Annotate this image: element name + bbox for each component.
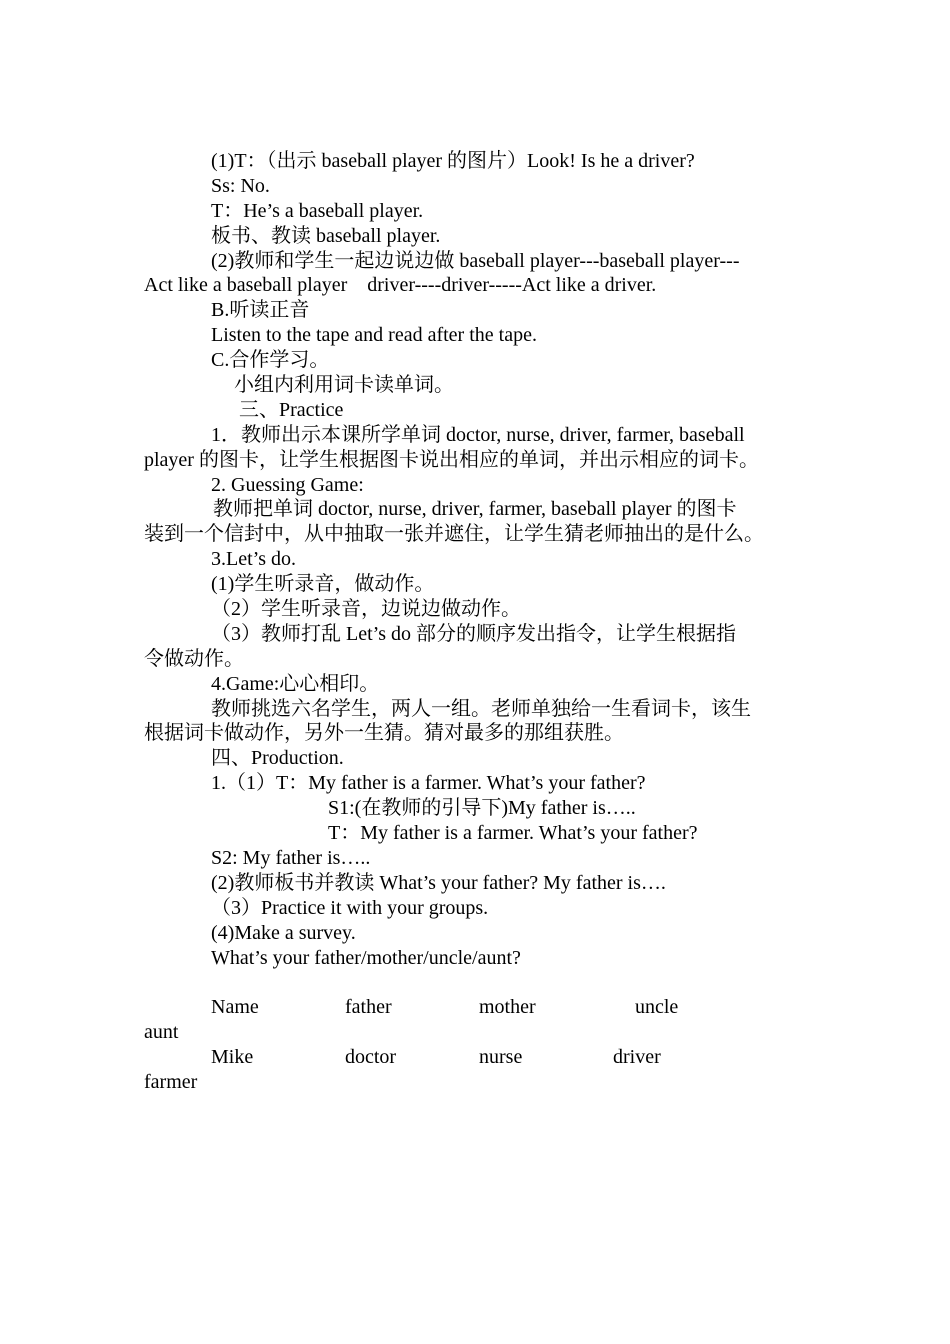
header-mother: mother xyxy=(479,996,536,1019)
text-line: player 的图卡，让学生根据图卡说出相应的单词，并出示相应的词卡。 xyxy=(144,448,759,471)
header-aunt: aunt xyxy=(144,1021,179,1044)
text-line: 装到一个信封中，从中抽取一张并遮住，让学生猜老师抽出的是什么。 xyxy=(144,523,764,546)
text-line: (2)教师和学生一起边说边做 baseball player---baseball player--- xyxy=(211,249,740,272)
text-line: S1:(在教师的引导下)My father is….. xyxy=(328,797,636,820)
text-line: Ss: No. xyxy=(211,174,270,197)
survey-header-row xyxy=(144,995,824,1020)
text-line: （3）Practice it with your groups. xyxy=(211,896,489,919)
cell-aunt: farmer xyxy=(144,1070,198,1093)
header-uncle: uncle xyxy=(635,996,679,1019)
text-line: S2: My father is….. xyxy=(211,846,371,869)
text-line: 小组内利用词卡读单词。 xyxy=(234,374,454,397)
cell-name: Mike xyxy=(211,1046,254,1069)
text-line: (1)学生听录音，做动作。 xyxy=(211,573,435,596)
cell-father: doctor xyxy=(345,1046,397,1069)
text-line: What’s your father/mother/uncle/aunt? xyxy=(211,946,521,969)
text-line: 1.（1）T：My father is a farmer. What’s your father? xyxy=(211,772,646,795)
text-line: 板书、教读 baseball player. xyxy=(211,224,441,247)
text-line: 四、Production. xyxy=(211,747,344,770)
text-line: (4)Make a survey. xyxy=(211,921,356,944)
text-line: (1)T：（出示 baseball player 的图片）Look! Is he a driver? xyxy=(211,150,695,172)
text-lines xyxy=(144,149,824,970)
text-line: 3.Let’s do. xyxy=(211,548,296,571)
header-father: father xyxy=(345,996,392,1019)
survey-data-row xyxy=(144,1045,824,1070)
blank-line xyxy=(144,970,824,995)
survey-header-row-wrap xyxy=(144,1020,824,1045)
text-line: 根据词卡做动作，另外一生猜。猜对最多的那组获胜。 xyxy=(144,722,624,745)
cell-uncle: driver xyxy=(613,1046,661,1069)
text-line: C.合作学习。 xyxy=(211,349,330,372)
lesson-plan-body xyxy=(144,149,824,1095)
text-line: T：He’s a baseball player. xyxy=(211,199,424,222)
text-line: 2. Guessing Game: xyxy=(211,473,364,496)
text-line: （3）教师打乱 Let’s do 部分的顺序发出指令，让学生根据指 xyxy=(211,622,736,645)
text-line: 4.Game:心心相印。 xyxy=(211,672,380,695)
text-line: (2)教师板书并教读 What’s your father? My father is…. xyxy=(211,871,666,894)
text-line: 教师把单词 doctor, nurse, driver, farmer, baseball player 的图卡 xyxy=(213,498,737,521)
cell-mother: nurse xyxy=(479,1046,523,1069)
text-line: 1．教师出示本课所学单词 doctor, nurse, driver, farmer, baseball xyxy=(211,423,745,446)
text-line: T：My father is a farmer. What’s your father? xyxy=(328,822,698,845)
text-line: Act like a baseball player driver----driver-----Act like a driver. xyxy=(144,274,657,297)
text-line: 三、Practice xyxy=(239,398,344,421)
text-line: （2）学生听录音，边说边做动作。 xyxy=(211,598,521,621)
text-line: 令做动作。 xyxy=(144,647,244,670)
text-line: Listen to the tape and read after the tape. xyxy=(211,324,537,347)
text-line: 教师挑选六名学生，两人一组。老师单独给一生看词卡，该生 xyxy=(211,697,751,720)
text-line: B.听读正音 xyxy=(211,299,310,322)
header-name: Name xyxy=(211,996,259,1019)
survey-data-row-wrap xyxy=(144,1070,824,1095)
